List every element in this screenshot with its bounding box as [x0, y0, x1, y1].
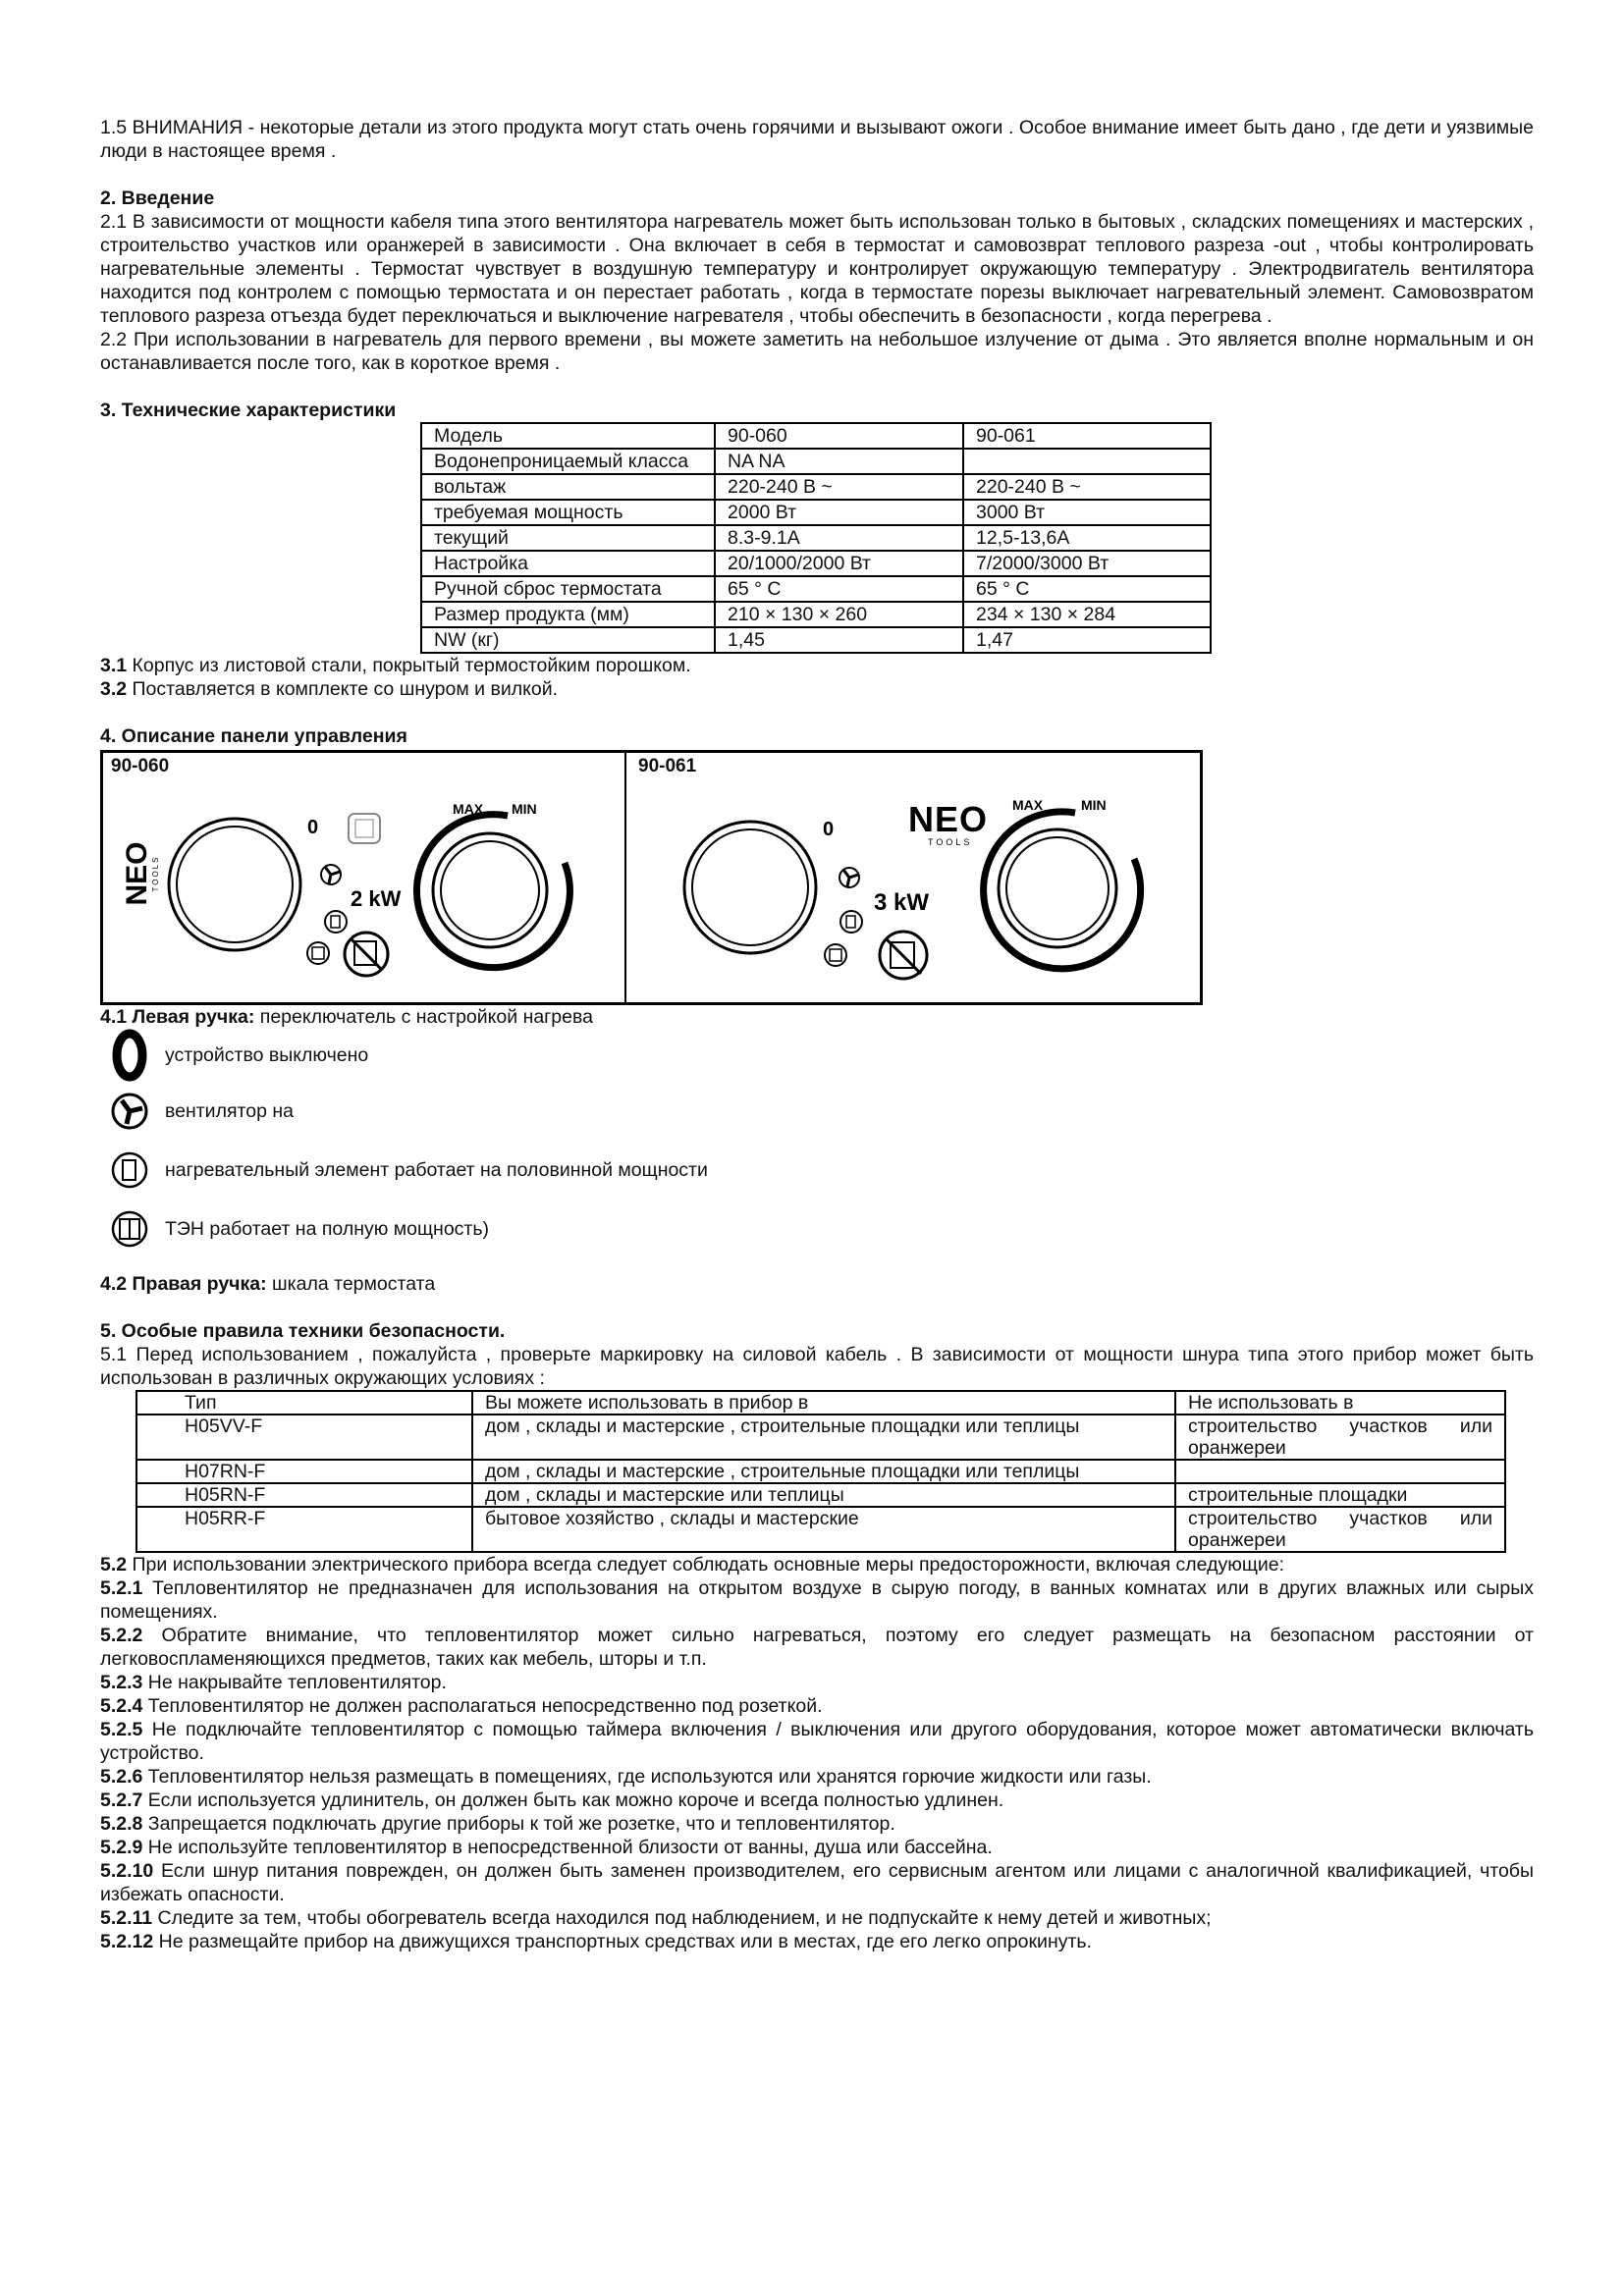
svg-text:NEO: NEO: [121, 841, 153, 906]
half-power-icon: [325, 911, 347, 933]
safety-rule: 5.2.10 Если шнур питания поврежден, он должен быть заменен производителем, его сервисным агентом или лицами с аналогичной квалификацией, чтобы избежать опасности.: [100, 1860, 1534, 1905]
table-row: Модель 90-060 90-061: [421, 423, 1211, 449]
half-power-icon: [100, 1143, 159, 1198]
table-header-row: Тип Вы можете использовать в прибор в Не использовать в: [136, 1391, 1505, 1415]
safety-rule: 5.2.5 Не подключайте тепловентилятор с помощью таймера включения / выключения или другого оборудования, которое может автоматически включать устройство.: [100, 1719, 1534, 1764]
table-row: Размер продукта (мм) 210 × 130 × 260 234 × 130 × 284: [421, 602, 1211, 627]
list-item: нагревательный элемент работает на половинной мощности: [100, 1141, 1534, 1200]
indicator-light-icon: [349, 814, 380, 843]
fan-icon: [839, 868, 859, 887]
specs-heading: 3. Технические характеристики: [100, 400, 397, 421]
table-row: H07RN-F дом , склады и мастерские , строительные площадки или теплицы: [136, 1460, 1505, 1483]
safety-rule: 5.2.12 Не размещайте прибор на движущихся транспортных средствах или в местах, где его легко опрокинуть.: [100, 1931, 1092, 1952]
spec-note-3-1: 3.1 Корпус из листовой стали, покрытый термостойким порошком.: [100, 655, 691, 676]
specs-table: [420, 422, 1212, 654]
list-item: ТЭН работает на полную мощность): [100, 1200, 1534, 1258]
table-row: требуемая мощность 2000 Вт 3000 Вт: [421, 500, 1211, 525]
knob-zero-mark: 0: [307, 817, 319, 838]
power-label-right: 3 kW: [874, 889, 930, 916]
intro-paragraph-2: 2.2 При использовании в нагреватель для первого времени , вы можете заметить на небольшое излучение от дыма . Это является вполне нормальным и он останавливается после того, как в короткое время .: [100, 329, 1534, 374]
zero-position-icon: [100, 1028, 159, 1083]
max-label-right: MAX: [1012, 797, 1044, 813]
safety-rule: 5.2.4 Тепловентилятор не должен располагаться непосредственно под розеткой.: [100, 1695, 823, 1717]
svg-text:TOOLS: TOOLS: [151, 855, 160, 892]
table-row: Настройка 20/1000/2000 Вт 7/2000/3000 Вт: [421, 551, 1211, 576]
manual-page: [100, 116, 1534, 1953]
svg-text:NEO: NEO: [908, 799, 989, 839]
list-item: устройство выключено: [100, 1029, 1534, 1082]
table-row: вольтаж 220-240 В ~ 220-240 В ~: [421, 474, 1211, 500]
model-label-right: 90-061: [638, 756, 697, 776]
safety-rule: 5.2.9 Не используйте тепловентилятор в непосредственной близости от ванны, душа или бассейна.: [100, 1837, 993, 1858]
safety-rules-list: [100, 1553, 1534, 1953]
control-panel-drawing: [103, 753, 1200, 1002]
model-label-left: 90-060: [111, 756, 170, 776]
do-not-cover-icon: [345, 933, 388, 976]
full-power-icon: [825, 944, 846, 966]
brand-logo-vertical: [121, 841, 160, 905]
table-row: Ручной сброс термостата 65 ° C 65 ° C: [421, 576, 1211, 602]
table-row: H05RR-F бытовое хозяйство , склады и мастерские строительство участков или оранжереи: [136, 1507, 1505, 1552]
safety-paragraph-5-1: 5.1 Перед использованием , пожалуйста , проверьте маркировку на силовой кабель . В зависимости от мощности шнура типа этого прибор может быть использован в различных окружающих условиях :: [100, 1344, 1534, 1389]
full-power-icon: [307, 942, 329, 964]
safety-rule: 5.2.2 Обратите внимание, что тепловентилятор может сильно нагреваться, поэтому его следует размещать на безопасном расстоянии от легковоспламеняющихся предметов, таких как мебель, шторы и т.п.: [100, 1625, 1534, 1670]
table-row: H05RN-F дом , склады и мастерские или теплицы строительные площадки: [136, 1483, 1505, 1507]
safety-rule: 5.2 При использовании электрического прибора всегда следует соблюдать основные меры предосторожности, включая следующие:: [100, 1554, 1285, 1575]
thermostat-knob[interactable]: [416, 815, 569, 968]
min-label-left: MIN: [512, 801, 537, 817]
knob-zero-mark: 0: [823, 819, 835, 840]
safety-rule: 5.2.11 Следите за тем, чтобы обогреватель всегда находился под наблюдением, и не подпускайте к нему детей и животных;: [100, 1907, 1212, 1929]
safety-rule: 5.2.3 Не накрывайте тепловентилятор.: [100, 1672, 447, 1693]
safety-rule: 5.2.1 Тепловентилятор не предназначен для использования на открытом воздухе в сырую погоду, в ванных комнатах или в других влажных или сырых помещениях.: [100, 1577, 1534, 1623]
half-power-icon: [840, 911, 862, 933]
safety-rule: 5.2.8 Запрещается подключать другие приборы к той же розетке, что и тепловентилятор.: [100, 1813, 895, 1835]
table-row: Водонепроницаемый класса NA NA: [421, 449, 1211, 474]
left-knob-heading: 4.1 Левая ручка: переключатель с настройкой нагрева: [100, 1006, 593, 1028]
power-label-left: 2 kW: [351, 886, 402, 911]
safety-heading: 5. Особые правила техники безопасности.: [100, 1320, 506, 1342]
fan-icon: [100, 1084, 159, 1139]
panel-heading: 4. Описание панели управления: [100, 725, 407, 747]
fan-icon: [321, 865, 341, 884]
spec-note-3-2: 3.2 Поставляется в комплекте со шнуром и вилкой.: [100, 678, 559, 700]
safety-rule: 5.2.6 Тепловентилятор нельзя размещать в помещениях, где используются или хранятся горючие жидкости или газы.: [100, 1766, 1152, 1788]
safety-rule: 5.2.7 Если используется удлинитель, он должен быть как можно короче и всегда полностью удлинен.: [100, 1789, 1004, 1811]
table-row: H05VV-F дом , склады и мастерские , строительные площадки или теплицы строительство участков или оранжереи: [136, 1415, 1505, 1460]
right-knob-heading: 4.2 Правая ручка: шкала термостата: [100, 1273, 436, 1295]
list-item: вентилятор на: [100, 1082, 1534, 1141]
table-row: NW (кг) 1,45 1,47: [421, 627, 1211, 653]
table-row: текущий 8.3-9.1A 12,5-13,6A: [421, 525, 1211, 551]
heat-selector-knob[interactable]: [684, 822, 816, 953]
intro-heading: 2. Введение: [100, 187, 215, 209]
do-not-cover-icon: [880, 932, 927, 979]
brand-logo: [908, 799, 988, 847]
svg-text:TOOLS: TOOLS: [928, 837, 973, 847]
heat-selector-knob[interactable]: [169, 819, 300, 950]
control-panel-figure: [100, 750, 1203, 1005]
intro-paragraph-1: 2.1 В зависимости от мощности кабеля типа этого вентилятора нагреватель может быть использован только в бытовых , складских помещениях и мастерских , строительство участков или оранжерей в зависимости . Она включает в себя в термостат и самовозврат теплового разреза -out , чтобы контролировать нагревательные элементы . Термостат чувствует в воздушную температуру и контролирует окружающую температуру . Электродвигатель вентилятора находится под контролем с помощью термостата и он перестает работать , когда в термостате порезы выключает нагревательный элемент. Самовозвратом теплового разреза отъезда будет переключаться и выключение нагревателя , чтобы обеспечить в безопасности , когда перегрева .: [100, 211, 1534, 327]
full-power-icon: [100, 1201, 159, 1256]
min-label-right: MIN: [1081, 797, 1107, 813]
warning-paragraph: 1.5 ВНИМАНИЯ - некоторые детали из этого продукта могут стать очень горячими и вызывают ожоги . Особое внимание имеет быть дано , где дети и уязвимые люди в настоящее время .: [100, 117, 1534, 162]
thermostat-knob[interactable]: [984, 812, 1141, 969]
cord-type-table: [135, 1390, 1506, 1553]
max-label-left: MAX: [453, 801, 484, 817]
